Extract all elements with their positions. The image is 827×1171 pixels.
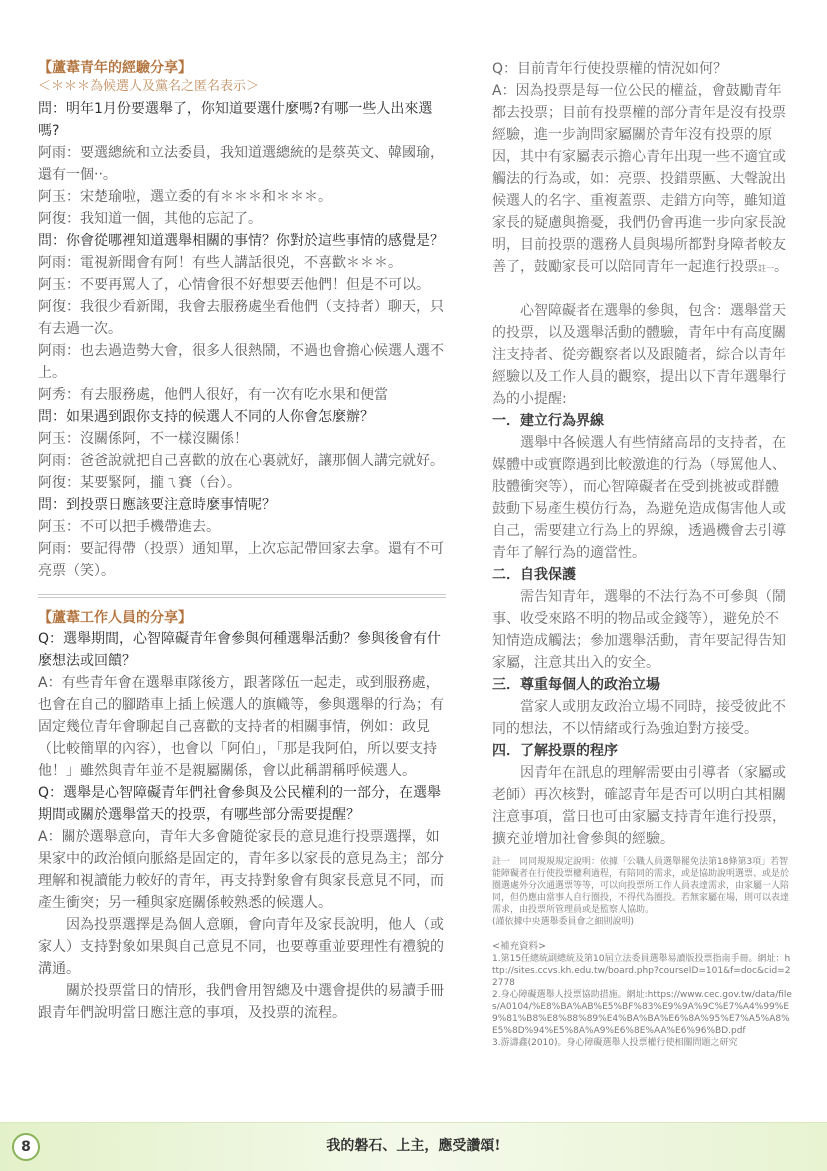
answer-line: 阿復：某要緊阿，攏ㄟ賽（台）。 — [38, 475, 241, 491]
reference-item: 1.第15任總統副總統及第10屆立法委員選舉易讀版投票指南手冊。網址：http://sites.ccvs.kh.edu.tw/board.php?courseID=101&f=doc&cid=22778 — [492, 954, 791, 988]
left-column — [38, 58, 446, 1024]
tip-heading: 三．尊重每個人的政治立場 — [492, 677, 660, 693]
reference-item: 3.游濤鑫(2010)。身心障礙選舉人投票權行使相關問題之研究 — [492, 1038, 738, 1048]
tip-item — [492, 740, 792, 850]
note-mark: 註一 — [758, 264, 774, 273]
question-line: 問：你會從哪裡知道選舉相關的事情？你對於這些事情的感覺是？ — [38, 233, 444, 249]
footnote: 註一 同同規規規定說明：依據「公職人員選舉罷免法第18條第3項」若智能障礙者在行使投票權利過程，有陪同的需求，或是協助說明選票、或是於圈選處外分次通選票等等，可以向投票所工作人員表達需求，由家屬一人陪同，但仍應由當事人自行圈投，不得代為圈投。若無家屬在場，則可以表達需求，由投票所管理員或是監察人協助。 — [492, 857, 790, 915]
tips-intro: 心智障礙者在選舉的參與，包含：選舉當天的投票，以及選舉活動的體驗，青年中有高度關注支持者、從旁觀察者以及跟隨者，綜合以青年經驗以及工作人員的觀察，提出以下青年選舉行為的小提醒: — [492, 303, 786, 407]
staff-answer: 因為投票選擇是為個人意願，會向青年及家長說明，他人（或家人）支持對象如果與自己意見不同，也要尊重並要理性有禮貌的溝通。 — [38, 917, 444, 977]
footnote-source: (謹依據中央選舉委員會之細則說明) — [492, 917, 635, 927]
right-answer-text: A：因為投票是每一位公民的權益，會鼓勵青年都去投票；目前有投票權的部分青年是沒有投票經驗，進一步詢問家屬關於青年沒有投票的原因，其中有家屬表示擔心青年出現一些不適宜或觸法的行為或，如：亮票、投錯票匭、大聲說出候選人的名字、重複蓋票、走錯方向等，雖知道家長的疑慮與擔憂，我們仍會再進一步向家長說明，目前投票的選務人員與場所都對身障者較友善了，鼓勵家長可以陪同青年一起進行投票 — [492, 83, 786, 275]
page-number: 8 — [12, 1133, 40, 1161]
anonymity-note: ＜＊＊＊為候選人及黨名之匿名表示＞ — [38, 79, 260, 94]
references-title: <補充資料> — [492, 941, 546, 952]
answer-line: 阿玉：沒關係阿，不一樣沒關係！ — [38, 431, 248, 447]
answer-line: 阿復：我很少看新聞，我會去服務處坐看他們（支持者）聊天，只有去過一次。 — [38, 299, 444, 337]
tip-body: 因青年在訊息的理解需要由引導者（家屬或老師）再次核對，確認青年是否可以明白其相關注意事項，當日也可由家屬支持青年進行投票，擴充並增加社會參與的經驗。 — [492, 765, 786, 847]
answer-line: 阿雨：要記得帶（投票）通知單，上次忘記帶回家去拿。還有不可亮票（笑）。 — [38, 541, 444, 579]
tip-body: 當家人或朋友政治立場不同時，接受彼此不同的想法，不以情緒或行為強迫對方接受。 — [492, 699, 786, 737]
section-title-staff: 【蘆葦工作人員的分享】 — [38, 610, 192, 626]
answer-line: 阿雨：電視新聞會有阿！有些人講話很兇，不喜歡＊＊＊。 — [38, 255, 402, 271]
tip-item — [492, 410, 792, 564]
staff-qa — [38, 628, 446, 1024]
tip-item — [492, 564, 792, 674]
section-title-youth: 【蘆葦青年的經驗分享】 — [38, 60, 192, 76]
answer-line: 阿雨：也去過造勢大會，很多人很熱鬧，不過也會擔心候選人選不上。 — [38, 343, 444, 381]
question-line: 問：明年1月份要選舉了，你知道要選什麼嗎?有哪一些人出來選嗎? — [38, 101, 433, 139]
footer-band — [0, 1122, 827, 1171]
tip-item — [492, 674, 792, 740]
tip-body: 需告知青年，選舉的不法行為不可參與（鬧事、收受來路不明的物品或金錢等），避免於不知情造成觸法；參加選舉活動，青年要記得告知家屬，注意其出入的安全。 — [492, 589, 786, 671]
youth-dialogue — [38, 98, 446, 582]
answer-line: 阿雨：要選總統和立法委員，我知道選總統的是蔡英文、韓國瑜，還有一個‧‧。 — [38, 145, 444, 183]
tip-heading: 二．自我保護 — [492, 567, 576, 583]
staff-question: Q：選舉是心智障礙青年們社會參與及公民權利的一部分，在選舉期間或關於選舉當天的投票，有哪些部分需要提醒？ — [38, 785, 442, 823]
footer-slogan: 我的磐石、上主，應受讚頌! — [326, 1138, 501, 1154]
answer-line: 阿復：我知道一個，其他的忘記了。 — [38, 211, 262, 227]
answer-line: 阿玉：宋楚瑜啦，選立委的有＊＊＊和＊＊＊。 — [38, 189, 332, 205]
staff-answer: 關於投票當日的情形，我們會用智總及中選會提供的易讀手冊跟青年們說明當日應注意的事項，及投票的流程。 — [38, 983, 444, 1021]
tip-heading: 一．建立行為界線 — [492, 413, 604, 429]
tip-body: 選舉中各候選人有些情緒高昂的支持者，在媒體中或實際遇到比較激進的行為（辱罵他人、肢體衝突等），而心智障礙者在受到挑被或群體鼓動下易產生模仿行為，為避免造成傷害他人或自己，需要建立行為上的界線，透過機會去引導青年了解行為的適當性。 — [492, 435, 786, 561]
tips-list — [492, 410, 792, 850]
staff-question: Q：選舉期間，心智障礙青年會參與何種選舉活動？參與後會有什麼想法或回饋？ — [38, 631, 442, 669]
answer-line: 阿玉：不要再罵人了，心情會很不好想要丟他們！但是不可以。 — [38, 277, 430, 293]
tip-heading: 四．了解投票的程序 — [492, 743, 618, 759]
section-divider — [38, 594, 446, 598]
answer-line: 阿雨：爸爸說就把自己喜歡的放在心裏就好，讓那個人講完就好。 — [38, 453, 444, 469]
question-line: 問：如果遇到跟你支持的候選人不同的人你會怎麼辦？ — [38, 409, 374, 425]
right-column — [492, 58, 792, 1049]
question-line: 問：到投票日應該要注意時麼事情呢？ — [38, 497, 276, 513]
answer-line: 阿玉：不可以把手機帶進去。 — [38, 519, 220, 535]
staff-answer: A：有些青年會在選舉車隊後方，跟著隊伍一起走，或到服務處，也會在自己的腳踏車上插上候選人的旗幟等，參與選舉的行為；有固定幾位青年會聊起自己喜歡的支持者的相關事情，例如：政見（比較簡單的內容），也會以「阿伯」，「那是我阿伯，所以要支持他！」雖然與青年並不是親屬關係，會以此稱謂稱呼候選人。 — [38, 675, 444, 779]
staff-answer: A：關於選舉意向，青年大多會隨從家長的意見進行投票選擇，如果家中的政治傾向脈絡是固定的，青年多以家長的意見為主；部分理解和視讀能力較好的青年，再支持對象會有與家長意見不同，而產生衝突；另一種與家庭關係較熟悉的候選人。 — [38, 829, 444, 911]
right-question: Q：目前青年行使投票權的情況如何？ — [492, 61, 728, 77]
right-answer: A：因為投票是每一位公民的權益，會鼓勵青年都去投票；目前有投票權的部分青年是沒有投票經驗，進一步詢問家屬關於青年沒有投票的原因，其中有家屬表示擔心青年出現一些不適宜或觸法的行為或，如：亮票、投錯票匭、大聲說出候選人的名字、重複蓋票、走錯方向等，雖知道家長的疑慮與擔憂，我們仍會再進一步向家長說明，目前投票的選務人員與場所都對身障者較友善了，鼓勵家長可以陪同青年一起進行投票註一。 — [492, 83, 788, 275]
reference-item: 2.身心障礙選舉人投票協助措施。網址:https://www.cec.gov.tw/data/files/A0104/%E8%BA%AB%E5%BF%83%E9%9A%9C%E7%A4%99%E9%81%B8%E8%88%89%E4%BA%BA%E6%8A%95%E7%A5%A8%E5%8D%94%E5%8A%A9%E6%8E%AA%E6%96%BD.pdf — [492, 990, 792, 1036]
references-list — [492, 953, 792, 1049]
answer-line: 阿秀：有去服務處，他們人很好，有一次有吃水果和便當 — [38, 387, 388, 403]
